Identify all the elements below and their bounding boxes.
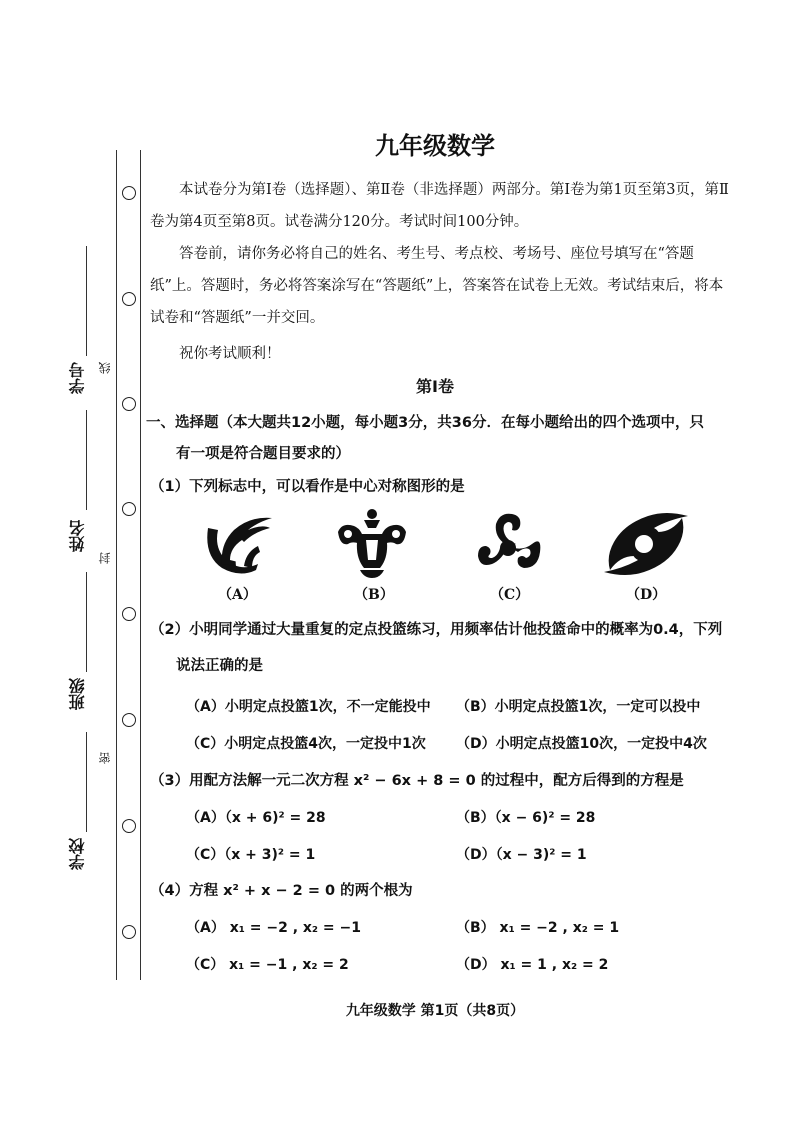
class-blank[interactable] bbox=[86, 572, 87, 672]
binding-hole bbox=[122, 819, 136, 833]
option-label-b: （B） bbox=[354, 587, 394, 603]
binding-line-left bbox=[116, 150, 117, 980]
binding-hole bbox=[122, 292, 136, 306]
question-4-option-d[interactable]: （D） x₁ = 1 , x₂ = 2 bbox=[456, 957, 609, 973]
binding-line-right bbox=[140, 150, 141, 980]
question-2-option-d[interactable]: （D）小明定点投篮10次，一定投中4次 bbox=[456, 736, 707, 752]
intro-paragraph-3: 祝你考试顺利！ bbox=[179, 346, 281, 362]
question-3-option-c[interactable]: （C）（x + 3)² = 1 bbox=[186, 847, 316, 863]
intro-paragraph-2: 答卷前，请你务必将自己的姓名、考生号、考点校、考场号、座位号填写在“答题纸”上。答题时，务必将答案涂写在“答题纸”上，答案答在试卷上无效。考试结束后，将本试卷和“答题纸”一并交回。 bbox=[150, 246, 724, 326]
seal-char-line: 线 bbox=[98, 362, 112, 374]
question-2-option-a[interactable]: （A）小明定点投篮1次，不一定能投中 bbox=[186, 699, 431, 715]
option-label-d: （D） bbox=[626, 587, 667, 603]
intro-paragraph-1: 本试卷分为第Ⅰ卷（选择题）、第Ⅱ卷（非选择题）两部分。第Ⅰ卷为第1页至第3页，第Ⅱ卷为第4页至第8页。试卷满分120分。考试时间100分钟。 bbox=[150, 182, 729, 230]
school-blank[interactable] bbox=[86, 732, 87, 832]
question-2-option-c[interactable]: （C）小明定点投篮4次，一定投中1次 bbox=[186, 736, 426, 752]
question-3-option-b[interactable]: （B）（x − 6)² = 28 bbox=[456, 810, 596, 826]
class-label: 班级 bbox=[68, 678, 87, 710]
option-label-c: （C） bbox=[490, 587, 530, 603]
option-label-a: （A） bbox=[218, 587, 257, 603]
question-4-option-a[interactable]: （A） x₁ = −2 , x₂ = −1 bbox=[186, 920, 361, 936]
question-2-stem-line1: （2）小明同学通过大量重复的定点投篮练习，用频率估计他投篮命中的概率为0.4，下列 bbox=[150, 622, 723, 638]
question-4-option-c[interactable]: （C） x₁ = −1 , x₂ = 2 bbox=[186, 957, 349, 973]
question-3-option-a[interactable]: （A）（x + 6)² = 28 bbox=[186, 810, 326, 826]
section-heading: 第Ⅰ卷 bbox=[416, 377, 454, 396]
binding-hole bbox=[122, 713, 136, 727]
student-id-label: 学号 bbox=[68, 362, 87, 394]
yin-yang-swirl-icon bbox=[600, 508, 692, 580]
question-4-stem: （4）方程 x² + x − 2 = 0 的两个根为 bbox=[150, 883, 413, 899]
binding-hole bbox=[122, 607, 136, 621]
question-1-stem: （1）下列标志中，可以看作是中心对称图形的是 bbox=[150, 479, 465, 495]
swirl-logo-icon bbox=[200, 508, 278, 580]
binding-hole bbox=[122, 397, 136, 411]
flower-logo-icon bbox=[334, 506, 410, 580]
binding-hole bbox=[122, 925, 136, 939]
seal-char-secret: 密 bbox=[98, 752, 112, 764]
question-2-option-b[interactable]: （B）小明定点投篮1次，一定可以投中 bbox=[456, 699, 701, 715]
part-instructions-line2: 有一项是符合题目要求的） bbox=[176, 446, 350, 462]
binding-hole bbox=[122, 186, 136, 200]
binding-hole bbox=[122, 502, 136, 516]
page-title: 九年级数学 bbox=[375, 132, 495, 160]
seal-char-seal: 封 bbox=[98, 552, 112, 564]
question-3-stem: （3）用配方法解一元二次方程 x² − 6x + 8 = 0 的过程中，配方后得到的方程是 bbox=[150, 773, 684, 789]
student-id-blank[interactable] bbox=[86, 246, 87, 356]
question-4-option-b[interactable]: （B） x₁ = −2 , x₂ = 1 bbox=[456, 920, 620, 936]
name-blank[interactable] bbox=[86, 410, 87, 510]
page-footer: 九年级数学 第1页（共8页） bbox=[345, 1003, 525, 1019]
part-instructions-line1: 一、选择题（本大题共12小题，每小题3分，共36分．在每小题给出的四个选项中，只 bbox=[146, 415, 704, 431]
school-label: 学校 bbox=[68, 838, 87, 870]
question-3-option-d[interactable]: （D）（x − 3)² = 1 bbox=[456, 847, 587, 863]
name-label: 姓名 bbox=[68, 520, 87, 552]
triskelion-logo-icon bbox=[470, 508, 546, 580]
question-2-stem-line2: 说法正确的是 bbox=[176, 658, 263, 674]
